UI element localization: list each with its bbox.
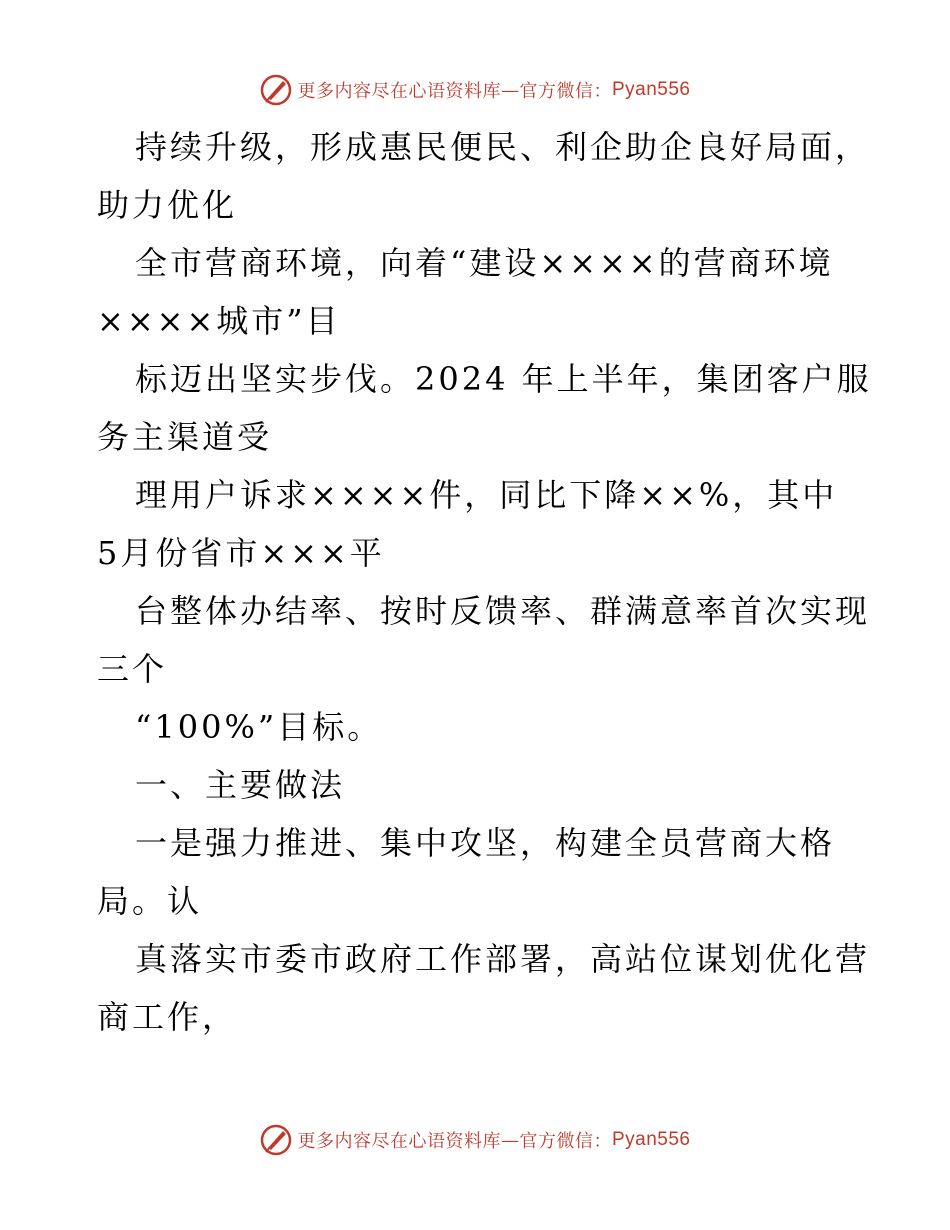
- text-line: 局。认: [97, 882, 203, 920]
- banner-wechat-id: Pyan556: [611, 1129, 691, 1150]
- banner-separator: —: [500, 1129, 520, 1151]
- banner-wechat-label: 官方微信：: [519, 1131, 612, 1152]
- footer-watermark-banner: [0, 1120, 950, 1160]
- text-line: 理用户诉求××××件，同比下降××%，其中: [135, 476, 838, 514]
- text-line: “100%”目标。: [135, 708, 383, 746]
- text-line: 台整体办结率、按时反馈率、群满意率首次实现: [135, 592, 871, 630]
- text-line: ××××城市”目: [97, 302, 341, 340]
- banner-wechat-id: Pyan556: [611, 79, 691, 100]
- quill-pen-seal-icon: [259, 1123, 293, 1157]
- text-line: 持续升级，形成惠民便民、利企助企良好局面，: [135, 128, 871, 166]
- text-line: 三个: [97, 650, 168, 688]
- text-line: 一是强力推进、集中攻坚，构建全员营商大格: [135, 824, 836, 862]
- banner-separator: —: [500, 79, 520, 101]
- text-line: 助力优化: [97, 186, 238, 224]
- text-line: 务主渠道受: [97, 418, 273, 456]
- header-watermark-banner: [0, 70, 950, 110]
- text-line: 商工作，: [97, 998, 238, 1036]
- banner-wechat-label: 官方微信：: [519, 81, 612, 102]
- section-heading: 一、主要做法: [135, 766, 346, 804]
- text-line: 5月份省市×××平: [97, 534, 385, 572]
- text-line: 标迈出坚实步伐。2024 年上半年，集团客户服: [135, 360, 872, 398]
- banner-site-text: 更多内容尽在心语资料库: [297, 81, 501, 102]
- document-body: [97, 118, 887, 1046]
- banner-site-text: 更多内容尽在心语资料库: [297, 1131, 501, 1152]
- text-line: 真落实市委市政府工作部署，高站位谋划优化营: [135, 940, 871, 978]
- text-line: 全市营商环境，向着“建设××××的营商环境: [135, 244, 834, 282]
- quill-pen-seal-icon: [259, 73, 293, 107]
